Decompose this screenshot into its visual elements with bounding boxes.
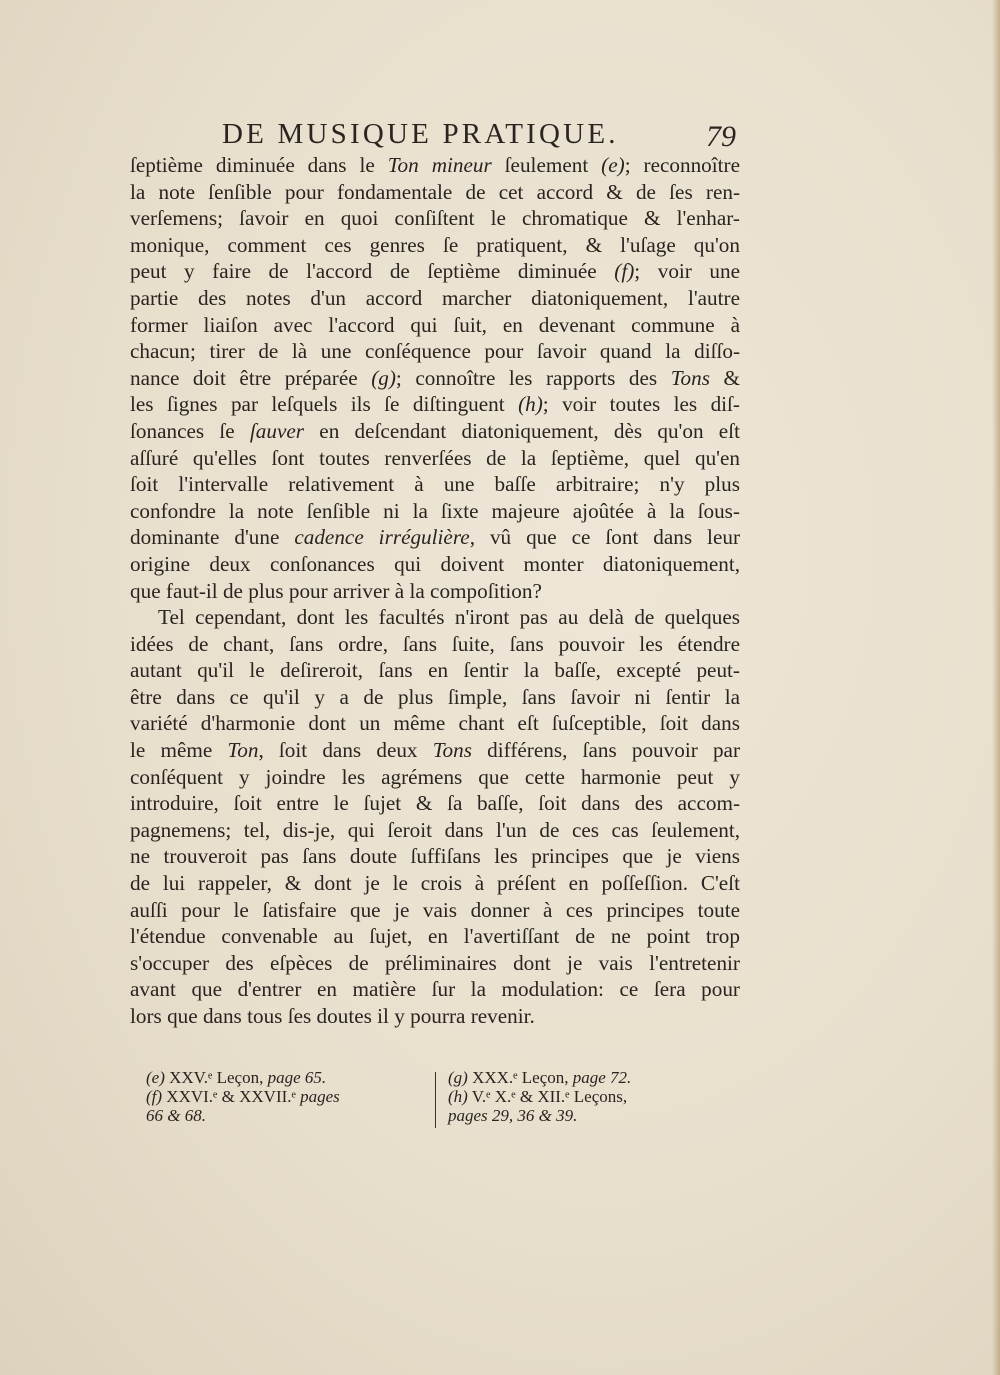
text-segment: monique, comment ces genres ſe pratiquent, & l'uſage qu'on: [130, 232, 740, 257]
footnote-line: [448, 1106, 720, 1125]
italic-text: pages 29, 36 & 39.: [448, 1106, 578, 1125]
text-line: [130, 179, 740, 206]
text-segment: partie des notes d'un accord marcher diatoniquement, l'autre: [130, 285, 740, 310]
text-segment: chacun; tirer de là une conſéquence pour ſavoir quand la diſſo-: [130, 339, 740, 364]
italic-text: Tons: [670, 365, 710, 390]
text-line: [130, 498, 740, 525]
text-line: [130, 710, 740, 737]
text-segment: XXVI.ᵉ & XXVII.ᵉ: [162, 1087, 301, 1106]
text-line: [130, 897, 740, 924]
text-line: [130, 604, 740, 631]
footnote-line: [146, 1068, 418, 1087]
text-line: [130, 551, 740, 578]
text-segment: &: [709, 365, 741, 390]
footnote-column-divider: [435, 1072, 436, 1128]
text-segment: ; voir une: [634, 259, 741, 284]
text-segment: que faut-il de plus pour arriver à la compoſition?: [130, 578, 542, 603]
text-line: [130, 684, 740, 711]
text-segment: ; reconnoître: [624, 153, 740, 177]
text-line: [130, 524, 740, 551]
text-segment: dominante d'une: [130, 525, 295, 550]
italic-text: (f): [146, 1087, 163, 1106]
text-line: [130, 205, 740, 232]
text-line: [130, 578, 740, 605]
text-segment: verſemens; ſavoir en quoi conſiſtent le chromatique & l'enhar-: [130, 206, 740, 231]
text-line: [130, 418, 740, 445]
italic-text: 66 & 68.: [146, 1106, 206, 1125]
text-segment: XXV.ᵉ Leçon,: [164, 1068, 268, 1087]
text-segment: autant qu'il le deſireroit, ſans en ſentir la baſſe, excepté peut-: [130, 658, 740, 683]
text-segment: s'occuper des eſpèces de préliminaires dont je vais l'entretenir: [130, 950, 740, 975]
text-line: [130, 657, 740, 684]
text-line: [130, 152, 740, 179]
text-segment: ſeptième diminuée dans le: [130, 153, 388, 177]
text-segment: introduire, ſoit entre le ſujet & ſa baſſe, ſoit dans des accom-: [130, 791, 740, 816]
text-segment: XXX.ᵉ Leçon,: [467, 1068, 573, 1087]
text-segment: le même: [130, 738, 228, 763]
italic-text: Ton mineur: [387, 153, 492, 177]
italic-text: Ton: [227, 738, 259, 763]
footnote-line: [146, 1106, 418, 1125]
text-segment: ſoit l'intervalle relativement à une baſſe arbitraire; n'y plus: [130, 472, 740, 497]
text-segment: idées de chant, ſans ordre, ſans ſuite, ſans pouvoir les étendre: [130, 631, 740, 656]
text-segment: peut y faire de l'accord de ſeptième diminuée: [130, 259, 615, 284]
text-line: [130, 950, 740, 977]
italic-text: (g): [448, 1068, 468, 1087]
text-segment: avant que d'entrer en matière ſur la modulation: ce ſera pour: [130, 977, 740, 1002]
italic-text: pages: [300, 1087, 340, 1106]
text-line: [130, 232, 740, 259]
text-line: [130, 445, 740, 472]
text-segment: ne trouveroit pas ſans doute ſuffiſans les principes que je viens: [130, 844, 740, 869]
running-title: DE MUSIQUE PRATIQUE.: [222, 118, 619, 150]
footnote-line: [448, 1087, 720, 1106]
text-segment: différens, ſans pouvoir par: [472, 738, 740, 763]
text-line: [130, 471, 740, 498]
text-segment: Tel cependant, dont les facultés n'iront pas au delà de quelques: [158, 605, 740, 630]
text-line: [130, 1003, 740, 1030]
text-segment: ſeulement: [491, 153, 602, 177]
text-segment: conſéquent y joindre les agrémens que cette harmonie peut y: [130, 764, 740, 789]
italic-text: ſauver: [249, 418, 305, 443]
text-segment: , ſoit dans deux: [258, 738, 433, 763]
text-line: [130, 258, 740, 285]
text-segment: ; voir toutes les diſ-: [542, 392, 740, 417]
text-line: [130, 737, 740, 764]
text-line: [130, 631, 740, 658]
italic-text: page 72.: [572, 1068, 632, 1087]
text-line: [130, 870, 740, 897]
text-segment: de lui rappeler, & dont je le crois à préſent en poſſeſſion. C'eſt: [130, 871, 740, 896]
italic-text: (h): [518, 392, 543, 417]
page-number: 79: [706, 120, 736, 153]
text-segment: être dans ce qu'il y a de plus ſimple, ſans ſavoir ni ſentir la: [130, 684, 740, 709]
italic-text: cadence irrégulière: [294, 525, 470, 550]
text-segment: V.ᵉ X.ᵉ & XII.ᵉ Leçons,: [467, 1087, 628, 1106]
text-line: [130, 285, 740, 312]
text-segment: variété d'harmonie dont un même chant eſt ſuſceptible, ſoit dans: [130, 711, 740, 736]
text-segment: lors que dans tous ſes doutes il y pourra revenir.: [130, 1004, 535, 1028]
text-segment: ſonances ſe: [130, 418, 250, 443]
text-segment: pagnemens; tel, dis-je, qui ſeroit dans l'un de ces cas ſeulement,: [130, 817, 740, 842]
text-line: [130, 976, 740, 1003]
italic-text: (f): [614, 259, 635, 284]
footnotes-right: [448, 1068, 720, 1125]
text-line: [130, 790, 740, 817]
text-segment: nance doit être préparée: [130, 365, 372, 390]
text-line: [130, 391, 740, 418]
italic-text: (h): [448, 1087, 468, 1106]
italic-text: Tons: [432, 738, 472, 763]
text-segment: origine deux conſonances qui doivent monter diatoniquement,: [130, 551, 740, 576]
text-line: [130, 923, 740, 950]
text-line: [130, 764, 740, 791]
text-line: [130, 817, 740, 844]
text-segment: ; connoître les rapports des: [395, 365, 671, 390]
text-segment: l'étendue convenable au ſujet, en l'avertiſſant de ne point trop: [130, 924, 740, 949]
text-segment: auſſi pour le ſatisfaire que je vais donner à ces principes toute: [130, 897, 740, 922]
body-text: [130, 152, 740, 1030]
text-segment: , vû que ce ſont dans leur: [469, 525, 741, 550]
text-segment: la note ſenſible pour fondamentale de cet accord & de ſes ren-: [130, 179, 740, 204]
footnotes-left: [146, 1068, 418, 1125]
text-segment: former liaiſon avec l'accord qui ſuit, en devenant commune à: [130, 312, 740, 337]
text-line: [130, 843, 740, 870]
italic-text: (g): [371, 365, 396, 390]
footnote-line: [448, 1068, 720, 1087]
text-line: [130, 338, 740, 365]
text-line: [130, 312, 740, 339]
text-segment: confondre la note ſenſible ni la ſixte majeure ajoûtée à la ſous-: [130, 498, 740, 523]
text-segment: les ſignes par leſquels ils ſe diſtinguent: [130, 392, 519, 417]
page-edge-shadow: [992, 0, 1000, 1375]
text-line: [130, 365, 740, 392]
italic-text: (e): [601, 153, 625, 177]
text-segment: aſſuré qu'elles ſont toutes renverſées de la ſeptième, quel qu'en: [130, 445, 740, 470]
text-segment: en deſcendant diatoniquement, dès qu'on eſt: [304, 418, 740, 443]
italic-text: page 65.: [267, 1068, 327, 1087]
footnote-line: [146, 1087, 418, 1106]
italic-text: (e): [146, 1068, 165, 1087]
